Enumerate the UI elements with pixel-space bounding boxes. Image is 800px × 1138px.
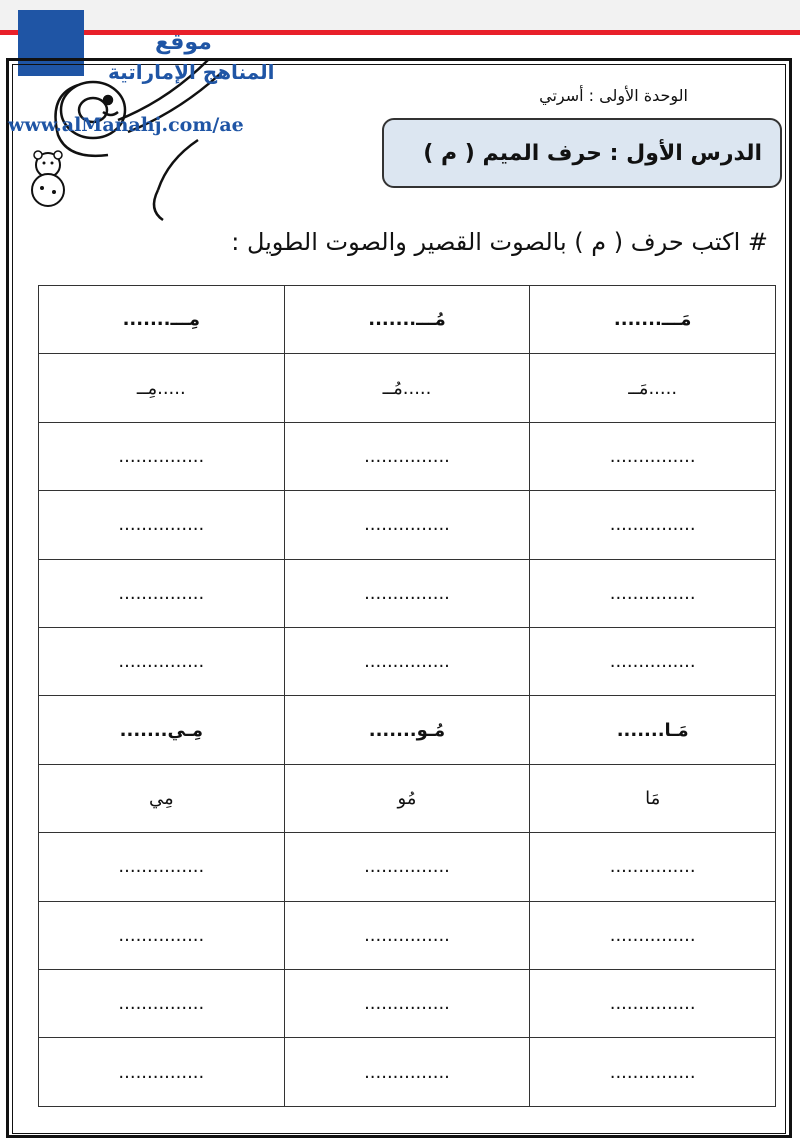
lesson-title: الدرس الأول : حرف الميم ( م ) (382, 118, 782, 188)
table-cell[interactable]: ............... (530, 970, 776, 1038)
table-cell[interactable]: ............... (39, 491, 285, 559)
table-cell[interactable]: .....مِــ (39, 354, 285, 422)
table-row (39, 354, 776, 422)
table-row (39, 1038, 776, 1107)
top-bar (0, 0, 800, 30)
table-row (39, 491, 776, 559)
table-cell[interactable]: ............... (39, 559, 285, 627)
table-cell[interactable]: ............... (39, 422, 285, 490)
table-cell[interactable]: مِي (39, 764, 285, 832)
table-row (39, 422, 776, 490)
table-row (39, 764, 776, 832)
table-cell[interactable]: ............... (284, 901, 530, 969)
site-url[interactable]: www.alManahj.com/ae (8, 114, 244, 136)
table-cell[interactable]: .....مُــ (284, 354, 530, 422)
table-cell[interactable]: مُو (284, 764, 530, 832)
table-cell[interactable]: ............... (284, 970, 530, 1038)
table-cell[interactable]: ............... (39, 628, 285, 696)
table-cell[interactable]: ............... (284, 833, 530, 901)
unit-label: الوحدة الأولى : أسرتي (539, 86, 688, 105)
table-cell[interactable]: .....مَــ (530, 354, 776, 422)
table-row (39, 286, 776, 354)
table-cell[interactable]: ............... (284, 1038, 530, 1107)
table-cell[interactable]: ............... (284, 491, 530, 559)
table-cell[interactable]: ............... (284, 628, 530, 696)
table-cell[interactable]: مِـــ....... (39, 286, 285, 354)
table-cell[interactable]: ............... (530, 491, 776, 559)
table-cell[interactable]: مَا (530, 764, 776, 832)
table-cell[interactable]: ............... (530, 833, 776, 901)
table-row (39, 559, 776, 627)
table-row (39, 970, 776, 1038)
table-cell[interactable]: ............... (39, 1038, 285, 1107)
table-row (39, 696, 776, 764)
writing-grid (38, 285, 776, 1107)
table-row (39, 628, 776, 696)
instruction: # اكتب حرف ( م ) بالصوت القصير والصوت الطويل : (231, 228, 768, 256)
teddy-bear-icon (32, 151, 64, 206)
table-cell[interactable]: ............... (530, 628, 776, 696)
table-cell[interactable]: مِـي....... (39, 696, 285, 764)
site-name-line2: المناهج الإماراتية (108, 60, 275, 84)
header-red-line (0, 30, 800, 35)
table-row (39, 833, 776, 901)
table-cell[interactable]: مُـــ....... (284, 286, 530, 354)
table-cell[interactable]: ............... (39, 970, 285, 1038)
table-cell[interactable]: ............... (39, 833, 285, 901)
table-cell[interactable]: مَـــ....... (530, 286, 776, 354)
table-cell[interactable]: مَـا....... (530, 696, 776, 764)
table-cell[interactable]: ............... (530, 422, 776, 490)
table-cell[interactable]: مُـو....... (284, 696, 530, 764)
table-cell[interactable]: ............... (530, 559, 776, 627)
site-name-line1: موقع (155, 30, 212, 55)
table-cell[interactable]: ............... (284, 422, 530, 490)
table-row (39, 901, 776, 969)
table-cell[interactable]: ............... (530, 1038, 776, 1107)
table-cell[interactable]: ............... (530, 901, 776, 969)
table-cell[interactable]: ............... (39, 901, 285, 969)
table-cell[interactable]: ............... (284, 559, 530, 627)
